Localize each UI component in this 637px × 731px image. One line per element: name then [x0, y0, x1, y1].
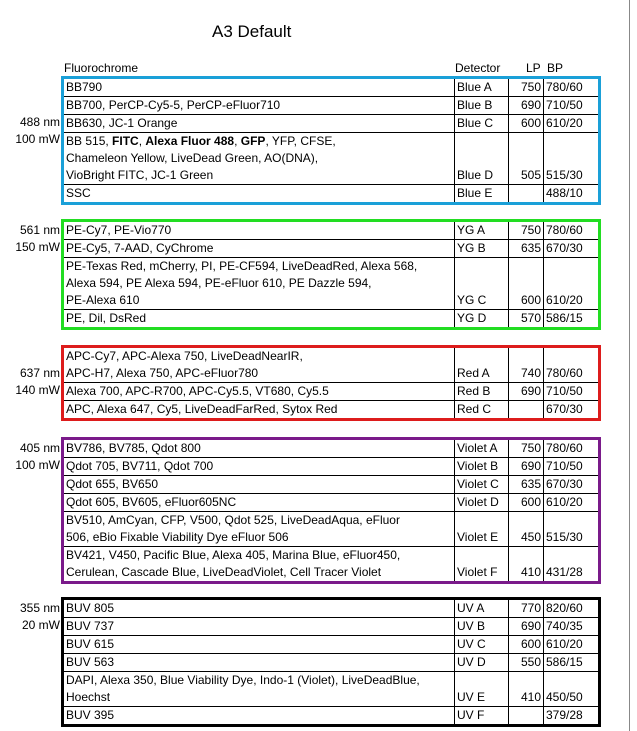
fluorochrome-cell — [64, 672, 454, 706]
laser-group-box — [61, 437, 601, 584]
fluorochrome-cell — [64, 383, 454, 400]
fluorochrome-line: BV421, V450, Pacific Blue, Alexa 405, Marina Blue, eFluor450, — [66, 548, 401, 562]
lp-cell: 600 — [508, 636, 543, 653]
lp-cell: 740 — [508, 348, 543, 382]
fluorochrome-line: Qdot 705, BV711, Qdot 700 — [66, 459, 214, 473]
table-row — [64, 617, 598, 635]
bp-cell: 515/30 — [543, 512, 598, 546]
header-bp: BP — [547, 61, 564, 75]
fluorochrome-line: Chameleon Yellow, LiveDead Green, AO(DNA), — [66, 151, 319, 165]
fluorochrome-line: PE-Cy5, 7-AAD, CyChrome — [66, 241, 214, 255]
bp-cell: 780/60 — [543, 440, 598, 457]
bp-cell: 610/20 — [543, 494, 598, 511]
bp-cell: 515/30 — [543, 133, 598, 184]
bp-cell: 780/60 — [543, 79, 598, 96]
table-row — [64, 706, 598, 724]
detector-cell: Violet F — [454, 547, 508, 581]
bp-cell: 710/50 — [543, 458, 598, 475]
fluorochrome-line: BUV 805 — [66, 601, 115, 615]
table-row — [64, 475, 598, 493]
laser-label — [15, 440, 60, 474]
detector-cell: YG C — [454, 258, 508, 309]
bp-cell: 820/60 — [543, 600, 598, 617]
laser-label — [15, 365, 60, 399]
table-row — [64, 546, 598, 581]
fluorochrome-line: BUV 395 — [66, 708, 115, 722]
bp-cell: 586/15 — [543, 310, 598, 327]
laser-spec: 100 mW — [15, 132, 60, 146]
detector-cell: YG A — [454, 222, 508, 239]
fluorochrome-cell — [64, 494, 454, 511]
fluorochrome-line: BUV 615 — [66, 637, 115, 651]
page-edge-line — [629, 0, 630, 731]
lp-cell: 570 — [508, 310, 543, 327]
laser-label — [20, 600, 60, 634]
detector-cell: UV A — [454, 600, 508, 617]
detector-cell: Red C — [454, 401, 508, 418]
fluorochrome-cell — [64, 654, 454, 671]
fluorochrome-cell — [64, 185, 454, 202]
table-row — [64, 511, 598, 546]
table-row — [64, 132, 598, 184]
lp-cell: 410 — [508, 547, 543, 581]
fluorochrome-line: PE-Texas Red, mCherry, PI, PE-CF594, LiveDeadRed, Alexa 568, — [66, 259, 418, 273]
fluorochrome-cell — [64, 115, 454, 132]
fluorochrome-line: Qdot 655, BV650 — [66, 477, 159, 491]
fluorochrome-line: PE-Alexa 610 — [66, 293, 140, 307]
fluorochrome-line: BB 515, FITC, Alexa Fluor 488, GFP, YFP, CFSE, — [66, 134, 336, 148]
bp-cell: 450/50 — [543, 672, 598, 706]
bp-cell: 431/28 — [543, 547, 598, 581]
table-row — [64, 653, 598, 671]
fluorochrome-cell — [64, 458, 454, 475]
header-detector: Detector — [455, 61, 501, 75]
detector-cell: Blue B — [454, 97, 508, 114]
table-row — [64, 184, 598, 202]
table-row — [64, 400, 598, 418]
fluorochrome-cell — [64, 440, 454, 457]
bp-cell: 780/60 — [543, 348, 598, 382]
table-row — [64, 671, 598, 706]
lp-cell: 750 — [508, 79, 543, 96]
table-row — [64, 257, 598, 309]
fluorochrome-line: 506, eBio Fixable Viability Dye eFluor 506 — [66, 530, 289, 544]
detector-cell: Violet B — [454, 458, 508, 475]
laser-spec: 100 mW — [15, 458, 60, 472]
detector-cell: Violet C — [454, 476, 508, 493]
fluorochrome-line: APC-Cy7, APC-Alexa 750, LiveDeadNearIR, — [66, 349, 303, 363]
lp-cell — [508, 707, 543, 724]
table-row — [64, 382, 598, 400]
fluorochrome-cell — [64, 600, 454, 617]
detector-cell: UV F — [454, 707, 508, 724]
fluorochrome-line: APC-H7, Alexa 750, APC-eFluor780 — [66, 366, 259, 380]
laser-group-box — [61, 597, 601, 727]
lp-cell — [508, 401, 543, 418]
bp-cell: 379/28 — [543, 707, 598, 724]
laser-group-box — [61, 76, 601, 205]
fluorochrome-cell — [64, 512, 454, 546]
lp-cell: 600 — [508, 494, 543, 511]
table-row — [64, 600, 598, 617]
lp-cell: 635 — [508, 240, 543, 257]
lp-cell: 410 — [508, 672, 543, 706]
laser-group-box — [61, 345, 601, 421]
fluorochrome-line: BB700, PerCP-Cy5-5, PerCP-eFluor710 — [66, 98, 281, 112]
fluorochrome-cell — [64, 79, 454, 96]
bp-cell: 670/30 — [543, 476, 598, 493]
bp-cell: 780/60 — [543, 222, 598, 239]
fluorochrome-cell — [64, 547, 454, 581]
detector-cell: YG B — [454, 240, 508, 257]
table-row — [64, 96, 598, 114]
laser-spec: 150 mW — [15, 240, 60, 254]
detector-cell: Red A — [454, 348, 508, 382]
detector-cell: UV C — [454, 636, 508, 653]
detector-cell: Blue D — [454, 133, 508, 184]
bp-cell: 740/35 — [543, 618, 598, 635]
fluorochrome-cell — [64, 401, 454, 418]
lp-cell: 750 — [508, 222, 543, 239]
fluorochrome-cell — [64, 222, 454, 239]
bp-cell: 710/50 — [543, 97, 598, 114]
lp-cell — [508, 185, 543, 202]
lp-cell: 690 — [508, 383, 543, 400]
lp-cell: 690 — [508, 458, 543, 475]
laser-spec: 355 nm — [19, 601, 60, 615]
detector-cell: Violet D — [454, 494, 508, 511]
bp-cell: 610/20 — [543, 258, 598, 309]
fluorochrome-cell — [64, 310, 454, 327]
detector-cell: UV E — [454, 672, 508, 706]
laser-spec: 561 nm — [19, 223, 60, 237]
table-row — [64, 309, 598, 327]
fluorochrome-line: BB630, JC-1 Orange — [66, 116, 178, 130]
fluorochrome-line: Cerulean, Cascade Blue, LiveDeadViolet, Cell Tracer Violet — [66, 565, 382, 579]
detector-cell: YG D — [454, 310, 508, 327]
lp-cell: 635 — [508, 476, 543, 493]
fluorochrome-line: PE-Cy7, PE-Vio770 — [66, 223, 172, 237]
fluorochrome-line: BUV 563 — [66, 655, 115, 669]
laser-spec: 140 mW — [15, 383, 60, 397]
table-row — [64, 440, 598, 457]
fluorochrome-cell — [64, 258, 454, 309]
table-row — [64, 348, 598, 382]
bp-cell: 488/10 — [543, 185, 598, 202]
detector-cell: Violet A — [454, 440, 508, 457]
fluorochrome-line: Hoechst — [66, 690, 111, 704]
laser-spec: 20 mW — [21, 618, 60, 632]
fluorochrome-line: Alexa 594, PE Alexa 594, PE-eFluor 610, PE Dazzle 594, — [66, 276, 372, 290]
fluorochrome-cell — [64, 97, 454, 114]
laser-group-box — [61, 219, 601, 330]
lp-cell: 550 — [508, 654, 543, 671]
table-row — [64, 222, 598, 239]
fluorochrome-line: APC, Alexa 647, Cy5, LiveDeadFarRed, Sytox Red — [66, 402, 338, 416]
fluorochrome-line: DAPI, Alexa 350, Blue Viability Dye, Indo-1 (Violet), LiveDeadBlue, — [66, 673, 420, 687]
lp-cell: 690 — [508, 618, 543, 635]
fluorochrome-line: VioBright FITC, JC-1 Green — [66, 168, 214, 182]
fluorochrome-line: BUV 737 — [66, 619, 115, 633]
lp-cell: 505 — [508, 133, 543, 184]
lp-cell: 450 — [508, 512, 543, 546]
table-row — [64, 457, 598, 475]
page-title: A3 Default — [212, 22, 292, 41]
table-row — [64, 635, 598, 653]
laser-label — [15, 114, 60, 148]
fluorochrome-cell — [64, 636, 454, 653]
fluorochrome-cell — [64, 707, 454, 724]
lp-cell: 770 — [508, 600, 543, 617]
detector-cell: UV D — [454, 654, 508, 671]
fluorochrome-cell — [64, 133, 454, 184]
fluorochrome-line: BV510, AmCyan, CFP, V500, Qdot 525, LiveDeadAqua, eFluor — [66, 513, 400, 527]
bp-cell: 610/20 — [543, 636, 598, 653]
table-row — [64, 79, 598, 96]
laser-spec: 405 nm — [19, 441, 60, 455]
fluorochrome-line: Alexa 700, APC-R700, APC-Cy5.5, VT680, Cy5.5 — [66, 384, 329, 398]
header-fluorochrome: Fluorochrome — [64, 61, 139, 75]
fluorochrome-cell — [64, 618, 454, 635]
detector-cell: Red B — [454, 383, 508, 400]
bp-cell: 610/20 — [543, 115, 598, 132]
fluorochrome-line: PE, Dil, DsRed — [66, 311, 147, 325]
table-row — [64, 493, 598, 511]
detector-cell: Blue A — [454, 79, 508, 96]
lp-cell: 600 — [508, 115, 543, 132]
header-lp: LP — [526, 61, 541, 75]
fluorochrome-cell — [64, 476, 454, 493]
fluorochrome-line: BB790 — [66, 80, 103, 94]
detector-cell: Blue E — [454, 185, 508, 202]
laser-spec: 488 nm — [19, 115, 60, 129]
laser-spec: 637 nm — [19, 366, 60, 380]
fluorochrome-line: SSC — [66, 186, 91, 200]
laser-label — [15, 222, 60, 256]
bp-cell: 586/15 — [543, 654, 598, 671]
table-row — [64, 239, 598, 257]
bp-cell: 710/50 — [543, 383, 598, 400]
fluorochrome-line: Qdot 605, BV605, eFluor605NC — [66, 495, 237, 509]
bp-cell: 670/30 — [543, 401, 598, 418]
bp-cell: 670/30 — [543, 240, 598, 257]
detector-cell: Blue C — [454, 115, 508, 132]
fluorochrome-cell — [64, 240, 454, 257]
table-row — [64, 114, 598, 132]
lp-cell: 750 — [508, 440, 543, 457]
lp-cell: 690 — [508, 97, 543, 114]
detector-cell: Violet E — [454, 512, 508, 546]
lp-cell: 600 — [508, 258, 543, 309]
detector-cell: UV B — [454, 618, 508, 635]
fluorochrome-cell — [64, 348, 454, 382]
fluorochrome-line: BV786, BV785, Qdot 800 — [66, 441, 201, 455]
